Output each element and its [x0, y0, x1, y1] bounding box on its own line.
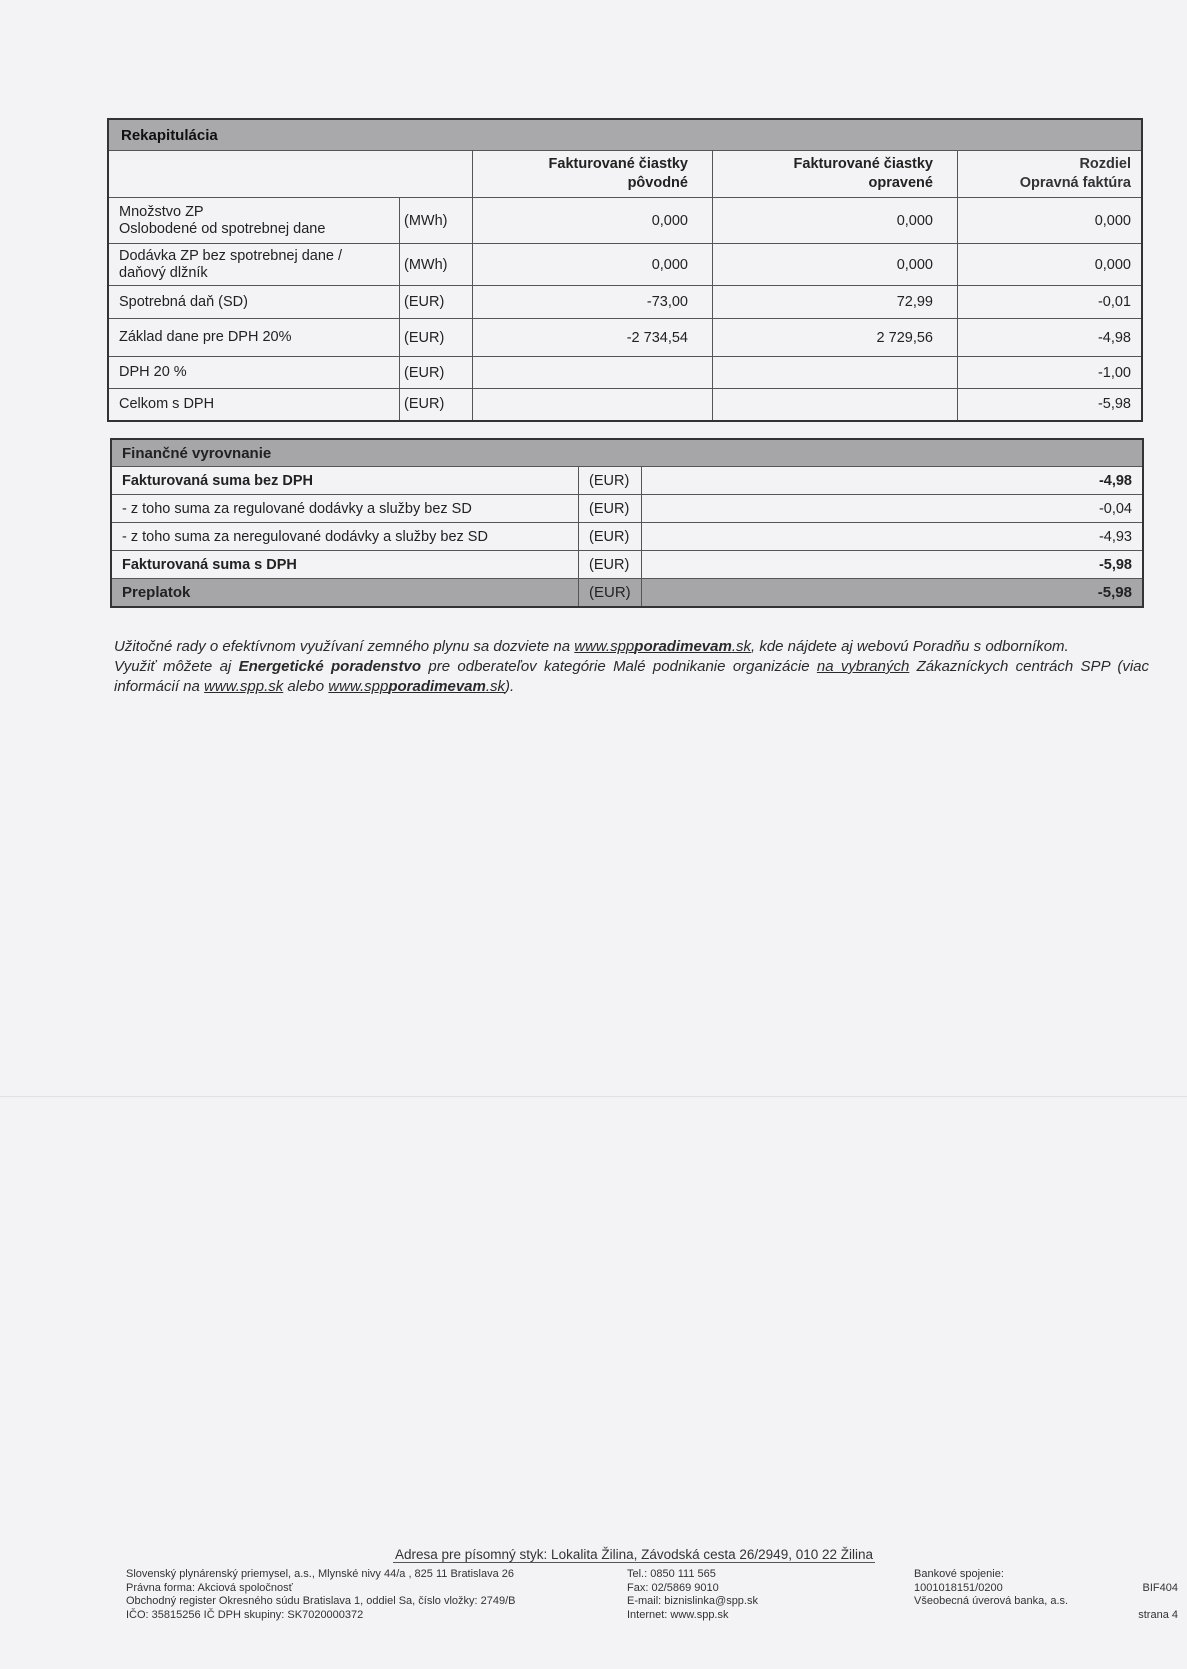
row-original: 0,000: [472, 198, 712, 244]
settlement-table: [110, 438, 1144, 608]
row-label: Fakturovaná suma s DPH: [111, 551, 579, 579]
row-unit: (EUR): [400, 286, 473, 319]
page-number: strana 4: [1138, 1608, 1178, 1621]
row-unit: (MWh): [400, 244, 473, 286]
spp-poradimevam-link[interactable]: www.sppporadimevam.sk: [574, 638, 751, 655]
row-corrected: [712, 357, 957, 389]
row-unit: (EUR): [400, 357, 473, 389]
row-value: -4,93: [642, 523, 1144, 551]
recap-title: Rekapitulácia: [108, 119, 1142, 151]
row-corrected: 72,99: [712, 286, 957, 319]
row-value: -0,04: [642, 495, 1144, 523]
advice-text: [114, 637, 1149, 697]
row-unit: (EUR): [400, 389, 473, 421]
row-unit: (EUR): [579, 551, 642, 579]
spp-link[interactable]: www.spp.sk: [204, 678, 284, 695]
recap-header-original: Fakturované čiastky pôvodné: [472, 151, 712, 198]
row-label: Základ dane pre DPH 20%: [108, 319, 400, 357]
spp-poradimevam-link-2[interactable]: www.sppporadimevam.sk: [328, 678, 506, 695]
row-label: - z toho suma za neregulované dodávky a služby bez SD: [111, 523, 579, 551]
row-corrected: [712, 389, 957, 421]
row-original: [472, 357, 712, 389]
row-corrected: 0,000: [712, 244, 957, 286]
table-row: [108, 357, 1142, 389]
table-row: [108, 244, 1142, 286]
table-row: [111, 523, 1143, 551]
doc-code: BIF404: [1142, 1582, 1178, 1594]
table-row: [108, 319, 1142, 357]
table-row: [111, 551, 1143, 579]
row-diff: -0,01: [957, 286, 1142, 319]
recap-header-corrected: Fakturované čiastky opravené: [712, 151, 957, 198]
row-value: -4,98: [642, 467, 1144, 495]
table-row: [108, 286, 1142, 319]
recap-column-headers: [108, 151, 1142, 198]
row-original: [472, 389, 712, 421]
row-corrected: 2 729,56: [712, 319, 957, 357]
row-diff: 0,000: [957, 244, 1142, 286]
company-info: Slovenský plynárenský priemysel, a.s., Mlynské nivy 44/a , 825 11 Bratislava 26 Právna forma: Akciová spoločnosť Obchodný register Okresného súdu Bratislava 1, oddiel Sa, číslo vložky: 2749/B IČO: 35815256 IČ DPH skupiny: SK7020000372: [126, 1568, 516, 1621]
row-diff: -4,98: [957, 319, 1142, 357]
doc-code-and-page: [1133, 1568, 1178, 1635]
recap-header-diff: Rozdiel Opravná faktúra: [957, 151, 1142, 198]
row-label: Preplatok: [111, 579, 579, 608]
row-label: Spotrebná daň (SD): [108, 286, 400, 319]
row-unit: (EUR): [579, 467, 642, 495]
table-row: [111, 467, 1143, 495]
row-value: -5,98: [642, 579, 1144, 608]
row-unit: (EUR): [579, 579, 642, 608]
paper-fold-crease: [0, 1096, 1187, 1098]
row-unit: (EUR): [579, 523, 642, 551]
contact-info: Tel.: 0850 111 565 Fax: 02/5869 9010 E-mail: biznislinka@spp.sk Internet: www.spp.sk: [627, 1568, 758, 1621]
row-label: Fakturovaná suma bez DPH: [111, 467, 579, 495]
advice-paragraph: Užitočné rady o efektívnom využívaní zemného plynu sa dozviete na www.sppporadimevam.sk, kde nájdete aj webovú Poradňu s odborníkom.: [114, 638, 1069, 655]
row-unit: (MWh): [400, 198, 473, 244]
row-label: DPH 20 %: [108, 357, 400, 389]
selected-centers-link[interactable]: na vybraných: [816, 658, 910, 675]
row-value: -5,98: [642, 551, 1144, 579]
row-original: 0,000: [472, 244, 712, 286]
row-diff: -1,00: [957, 357, 1142, 389]
table-row: [108, 198, 1142, 244]
row-original: -73,00: [472, 286, 712, 319]
row-diff: 0,000: [957, 198, 1142, 244]
correspondence-address: Adresa pre písomný styk: Lokalita Žilina, Závodská cesta 26/2949, 010 22 Žilina: [395, 1547, 874, 1562]
row-original: -2 734,54: [472, 319, 712, 357]
row-label: Množstvo ZP Oslobodené od spotrebnej dane: [108, 198, 400, 244]
row-diff: -5,98: [957, 389, 1142, 421]
recap-table: [107, 118, 1143, 422]
row-label: Dodávka ZP bez spotrebnej dane / daňový dlžník: [108, 244, 400, 286]
table-row: [108, 389, 1142, 421]
settlement-title: Finančné vyrovnanie: [111, 439, 1143, 467]
row-label: - z toho suma za regulované dodávky a služby bez SD: [111, 495, 579, 523]
advice-paragraph: Využiť môžete aj Energetické poradenstvo pre odberateľov kategórie Malé podnikanie organizácie na vybraných Zákazníckych centrách SPP (viac informácií na www.spp.sk alebo www.sppporadimevam.sk).: [114, 658, 1150, 695]
recap-header-blank: [108, 151, 472, 198]
row-corrected: 0,000: [712, 198, 957, 244]
table-row-overpayment: [111, 579, 1143, 608]
row-unit: (EUR): [579, 495, 642, 523]
table-row: [111, 495, 1143, 523]
row-label: Celkom s DPH: [108, 389, 400, 421]
row-unit: (EUR): [400, 319, 473, 357]
bank-info: Bankové spojenie: 1001018151/0200 Všeobecná úverová banka, a.s.: [914, 1568, 1069, 1607]
